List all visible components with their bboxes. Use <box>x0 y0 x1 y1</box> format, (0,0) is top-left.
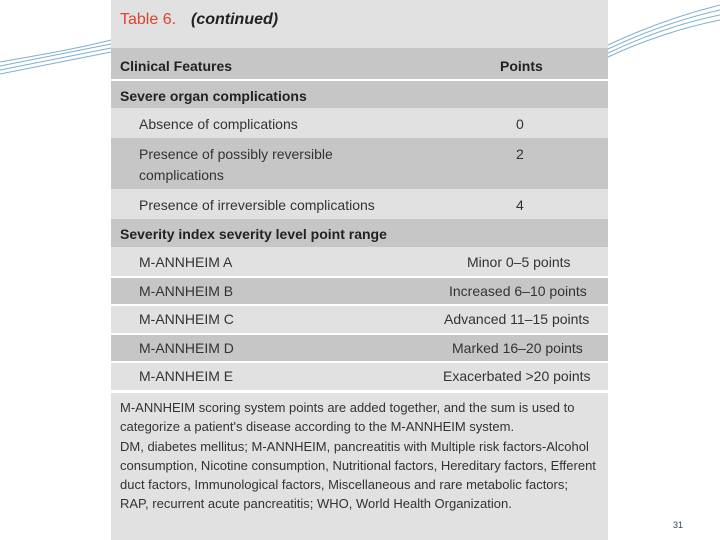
section-header-severity-index <box>111 219 608 247</box>
row-points: 4 <box>516 197 524 213</box>
table-row <box>111 335 608 361</box>
table-row <box>111 189 608 219</box>
row-feature: M-ANNHEIM C <box>139 311 234 327</box>
row-feature: Presence of irreversible complications <box>139 197 375 213</box>
row-feature: M-ANNHEIM A <box>139 254 233 270</box>
table-row <box>111 138 608 189</box>
row-feature: M-ANNHEIM E <box>139 368 234 384</box>
row-points: Increased 6–10 points <box>449 283 587 299</box>
table-label: Table 6. <box>120 11 177 28</box>
table-panel <box>111 0 608 540</box>
footnote-abbreviations: DM, diabetes mellitus; M-ANNHEIM, pancreatitis with Multiple risk factors-Alcohol consumption, Nicotine consumption, Nutritional factors, Hereditary factors, Efferent duct factors, Immunological factors, Miscellaneous and rare metabolic factors; RAP, recurrent acute pancreatitis; WHO, World Health Organization. <box>120 438 596 512</box>
slide-page-number: 31 <box>673 520 684 530</box>
table-row <box>111 306 608 333</box>
footnote-scoring: M-ANNHEIM scoring system points are added together, and the sum is used to categorize a patient's disease according to the M-ANNHEIM system. <box>120 400 575 435</box>
table-continued: (continued) <box>191 11 279 28</box>
row-feature: M-ANNHEIM B <box>139 283 234 299</box>
table-header-row <box>111 48 608 79</box>
section-title: Severity index severity level point range <box>120 226 387 242</box>
row-points: Marked 16–20 points <box>452 340 583 356</box>
table-row <box>111 247 608 276</box>
table-row <box>111 108 608 138</box>
row-feature: Absence of complications <box>139 116 298 132</box>
table-footnote <box>120 398 600 514</box>
row-feature: Presence of possibly reversible <box>139 146 333 162</box>
row-points: Exacerbated >20 points <box>443 368 591 384</box>
row-feature: M-ANNHEIM D <box>139 340 234 356</box>
row-points: Minor 0–5 points <box>467 254 571 270</box>
table-title <box>111 0 608 41</box>
table-row <box>111 278 608 304</box>
row-points: Advanced 11–15 points <box>444 311 590 327</box>
header-points: Points <box>500 58 543 74</box>
table-row <box>111 363 608 390</box>
section-header-organ-complications <box>111 81 608 108</box>
row-feature-line2: complications <box>139 167 224 183</box>
row-points: 0 <box>516 116 524 132</box>
row-points: 2 <box>516 146 524 162</box>
section-title: Severe organ complications <box>120 88 307 104</box>
header-clinical-features: Clinical Features <box>120 58 233 74</box>
row-separator <box>111 390 608 393</box>
